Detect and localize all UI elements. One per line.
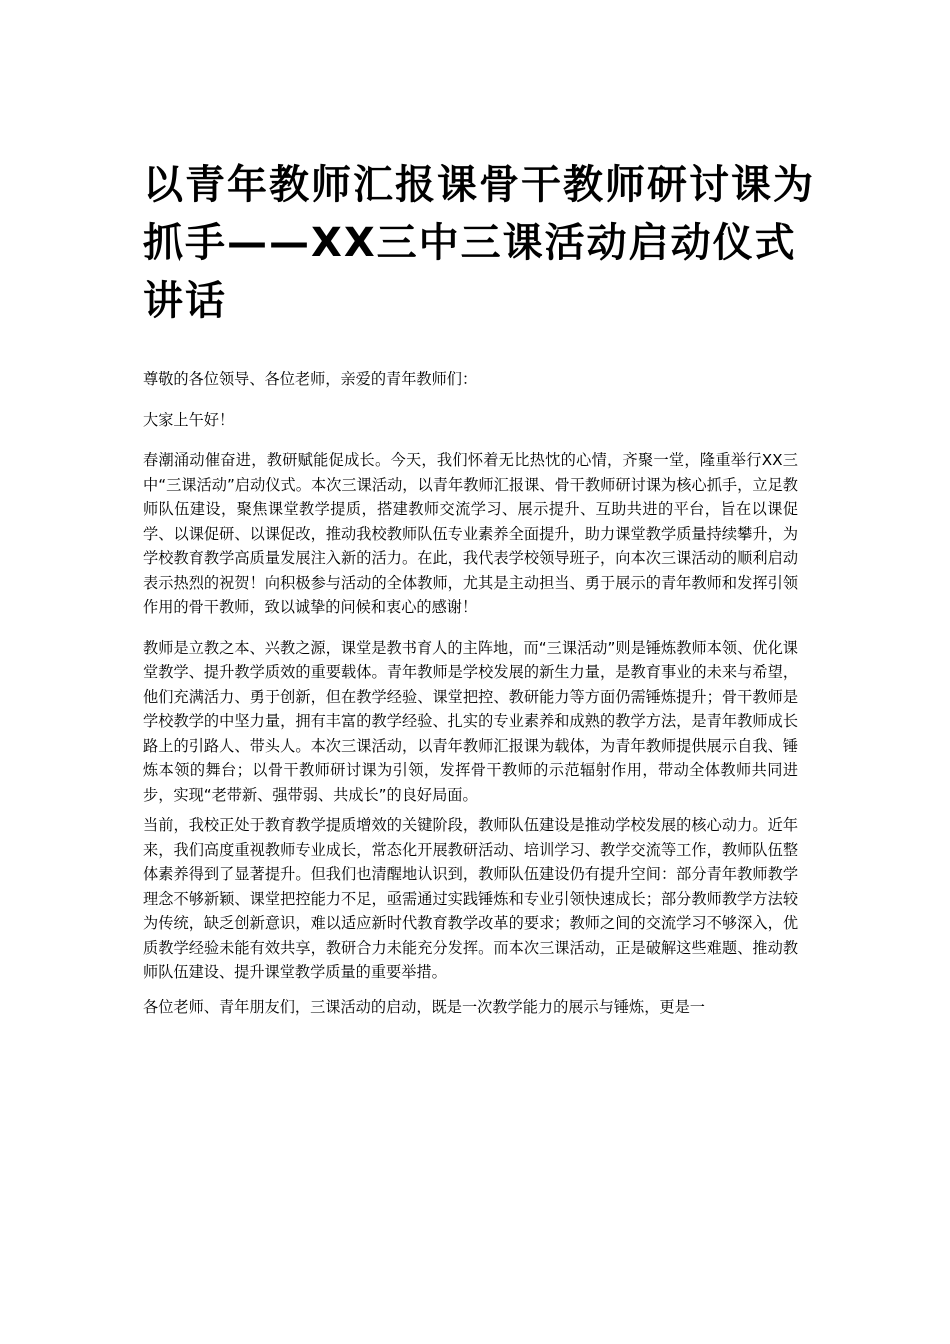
document-body	[143, 367, 798, 1035]
document-title: 以青年教师汇报课骨干教师研讨课为抓手——XX三中三课活动启动仪式讲话	[143, 162, 815, 324]
body-paragraph: 各位老师、青年朋友们，三课活动的启动，既是一次教学能力的展示与锤炼，更是一	[143, 997, 705, 1016]
body-paragraph: 春潮涌动催奋进，教研赋能促成长。今天，我们怀着无比热忱的心情，齐聚一堂，隆重举行XX三中“三课活动”启动仪式。本次三课活动，以青年教师汇报课、骨干教师研讨课为核心抓手，立足教师队伍建设，聚焦课堂教学提质，搭建教师交流学习、展示提升、互助共进的平台，旨在以课促学、以课促研、以课促改，推动我校教师队伍专业素养全面提升，助力课堂教学质量持续攀升，为学校教育教学高质量发展注入新的活力。在此，我代表学校领导班子，向本次三课活动的顺利启动表示热烈的祝贺！向积极参与活动的全体教师，尤其是主动担当、勇于展示的青年教师和发挥引领作用的骨干教师，致以诚挚的问候和衷心的感谢！	[143, 451, 798, 616]
greeting: 大家上午好！	[143, 410, 235, 429]
salutation: 尊敬的各位领导、各位老师，亲爱的青年教师们：	[143, 370, 478, 388]
body-paragraph: 当前，我校正处于教育教学提质增效的关键阶段，教师队伍建设是推动学校发展的核心动力。近年来，我们高度重视教师专业成长，常态化开展教研活动、培训学习、教学交流等工作，教师队伍整体素养得到了显著提升。但我们也清醒地认识到，教师队伍建设仍有提升空间：部分青年教师教学理念不够新颖、课堂把控能力不足，亟需通过实践锤炼和专业引领快速成长；部分教师教学方法较为传统，缺乏创新意识，难以适应新时代教育教学改革的要求；教师之间的交流学习不够深入，优质教学经验未能有效共享，教研合力未能充分发挥。而本次三课活动，正是破解这些难题、推动教师队伍建设、提升课堂教学质量的重要举措。	[143, 816, 798, 981]
body-paragraph: 教师是立教之本、兴教之源，课堂是教书育人的主阵地，而“三课活动”则是锤炼教师本领、优化课堂教学、提升教学质效的重要载体。青年教师是学校发展的新生力量，是教育事业的未来与希望，他们充满活力、勇于创新，但在教学经验、课堂把控、教研能力等方面仍需锤炼提升；骨干教师是学校教学的中坚力量，拥有丰富的教学经验、扎实的专业素养和成熟的教学方法，是青年教师成长路上的引路人、带头人。本次三课活动，以青年教师汇报课为载体，为青年教师提供展示自我、锤炼本领的舞台；以骨干教师研讨课为引领，发挥骨干教师的示范辐射作用，带动全体教师共同进步，实现“老带新、强带弱、共成长”的良好局面。	[143, 638, 798, 804]
